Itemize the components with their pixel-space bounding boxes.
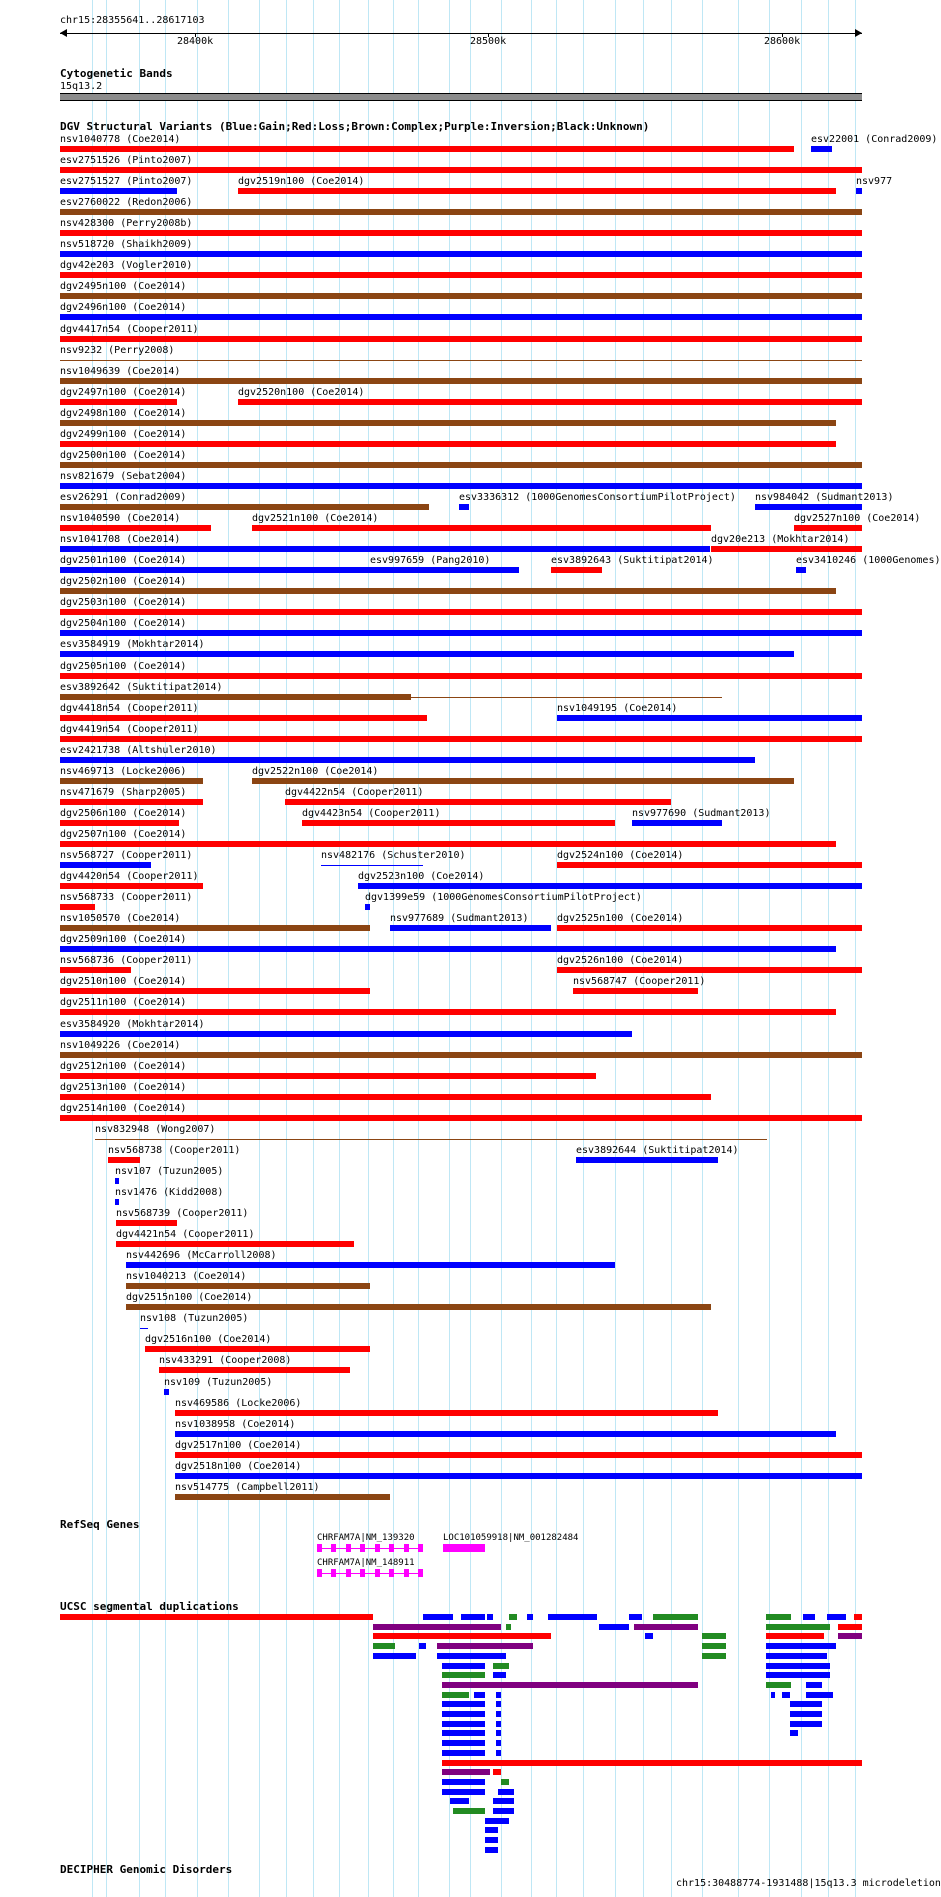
variant-label[interactable]: nsv469713 (Locke2006) [60,765,187,777]
variant-label[interactable]: esv3410246 (1000Genomes) [796,555,941,567]
variant-label[interactable]: nsv568739 (Cooper2011) [116,1208,249,1220]
variant-bar[interactable] [551,567,602,573]
variant-bar[interactable] [370,567,519,573]
variant-label[interactable]: nsv107 (Tuzun2005) [115,1165,224,1177]
segdup-block[interactable] [442,1730,485,1736]
segdup-block[interactable] [373,1633,551,1639]
variant-bar[interactable] [60,1052,862,1058]
variant-label[interactable]: nsv568738 (Cooper2011) [108,1144,241,1156]
variant-label[interactable]: dgv2503n100 (Coe2014) [60,597,187,609]
variant-label[interactable]: esv26291 (Conrad2009) [60,492,187,504]
gene-label[interactable]: LOC101059918|NM_001282484 [443,1533,579,1543]
segdup-block[interactable] [782,1692,790,1698]
variant-bar[interactable] [60,483,862,489]
variant-bar[interactable] [60,567,370,573]
variant-label[interactable]: esv3892643 (Suktitipat2014) [551,555,714,567]
segdup-block[interactable] [806,1682,822,1688]
variant-bar[interactable] [252,525,711,531]
variant-label[interactable]: dgv2525n100 (Coe2014) [557,913,684,925]
variant-bar[interactable] [60,1073,596,1079]
segdup-block[interactable] [485,1827,498,1833]
segdup-block[interactable] [803,1614,815,1620]
variant-bar[interactable] [60,651,794,657]
variant-label[interactable]: nsv1040778 (Coe2014) [60,134,181,145]
ruler-tick-label: 28500k [470,36,507,47]
variant-label[interactable]: nsv1049226 (Coe2014) [60,1039,181,1051]
variant-label[interactable]: dgv2524n100 (Coe2014) [557,850,684,862]
segdup-block[interactable] [493,1798,514,1804]
variant-label[interactable]: nsv1476 (Kidd2008) [115,1187,224,1198]
variant-bar[interactable] [60,230,862,236]
variant-bar[interactable] [115,1199,119,1205]
exon-block[interactable] [317,1544,322,1552]
segdup-block[interactable] [423,1614,453,1620]
variant-bar[interactable] [60,946,836,952]
variant-bar[interactable] [302,820,615,826]
variant-bar[interactable] [60,251,862,257]
variant-bar[interactable] [573,988,698,994]
variant-label[interactable]: dgv2514n100 (Coe2014) [60,1102,187,1114]
variant-label[interactable]: dgv2496n100 (Coe2014) [60,302,187,314]
exon-block[interactable] [418,1544,423,1552]
segdup-block[interactable] [506,1624,511,1630]
segdup-block[interactable] [766,1653,827,1659]
variant-label[interactable]: dgv2516n100 (Coe2014) [145,1334,272,1346]
variant-label[interactable]: dgv2510n100 (Coe2014) [60,976,187,988]
segdup-block[interactable] [493,1769,501,1775]
variant-label[interactable]: dgv2498n100 (Coe2014) [60,407,187,419]
segdup-block[interactable] [487,1614,493,1620]
variant-bar[interactable] [60,1094,711,1100]
segdup-block[interactable] [702,1633,726,1639]
variant-label[interactable]: nsv469586 (Locke2006) [175,1397,302,1409]
variant-label[interactable]: dgv4423n54 (Cooper2011) [302,807,441,819]
segdup-block[interactable] [766,1682,791,1688]
decipher-feature-label[interactable]: chr15:30488774-1931488|15q13.3 microdeletion [676,1878,941,1889]
variant-label[interactable]: dgv2511n100 (Coe2014) [60,997,187,1009]
variant-bar[interactable] [60,988,370,994]
variant-bar[interactable] [60,1009,836,1015]
refseq-track-title[interactable]: RefSeq Genes [60,1518,140,1531]
segdup-block[interactable] [766,1633,824,1639]
variant-bar[interactable] [60,736,862,742]
exon-block[interactable] [389,1569,394,1577]
segdup-block[interactable] [442,1769,490,1775]
variant-label[interactable]: nsv568747 (Cooper2011) [573,976,706,988]
variant-label[interactable]: dgv2513n100 (Coe2014) [60,1081,187,1093]
variant-label[interactable]: dgv1399e59 (1000GenomesConsortiumPilotProject) [365,892,642,904]
cytoband-track-title[interactable]: Cytogenetic Bands [60,67,173,80]
segdup-block[interactable] [419,1643,426,1649]
variant-label[interactable]: dgv2519n100 (Coe2014) [238,176,365,188]
variant-label[interactable]: esv3892644 (Suktitipat2014) [576,1144,739,1156]
segdup-block[interactable] [790,1730,798,1736]
segdup-block[interactable] [373,1653,416,1659]
ruler-tick-label: 28400k [177,36,214,47]
segdup-block[interactable] [493,1808,514,1814]
variant-bar[interactable] [60,209,862,215]
variant-label[interactable]: dgv2505n100 (Coe2014) [60,660,187,672]
segdup-block[interactable] [629,1614,642,1620]
segdup-block[interactable] [702,1653,726,1659]
variant-label[interactable]: dgv2500n100 (Coe2014) [60,449,187,461]
variant-bar[interactable] [365,904,370,910]
variant-bar[interactable] [164,1389,169,1395]
variant-bar[interactable] [115,1178,119,1184]
segdup-block[interactable] [548,1614,597,1620]
variant-bar[interactable] [60,146,794,152]
variant-bar[interactable] [60,883,203,889]
segdup-block[interactable] [496,1750,501,1756]
variant-bar[interactable] [175,1494,390,1500]
cytoband-bar[interactable] [60,93,862,101]
variant-label[interactable]: dgv4420n54 (Cooper2011) [60,871,199,883]
variant-bar[interactable] [60,399,177,405]
variant-bar[interactable] [140,1328,148,1329]
variant-bar[interactable] [60,272,862,278]
variant-label[interactable]: nsv977 [856,176,893,188]
grid-line [855,0,856,1897]
variant-label[interactable]: dgv2509n100 (Coe2014) [60,934,187,946]
segdup-block[interactable] [442,1750,485,1756]
variant-label[interactable]: dgv2499n100 (Coe2014) [60,428,187,440]
variant-label[interactable]: esv3336312 (1000GenomesConsortiumPilotProject) [459,492,736,504]
variant-label[interactable]: dgv2502n100 (Coe2014) [60,576,187,588]
segdup-block[interactable] [496,1740,501,1746]
variant-bar[interactable] [60,778,203,784]
ruler-right-arrow [855,29,862,37]
variant-label[interactable]: nsv568733 (Cooper2011) [60,892,193,904]
variant-bar[interactable] [60,336,862,342]
variant-bar[interactable] [60,360,862,361]
variant-bar[interactable] [60,378,862,384]
variant-bar[interactable] [60,462,862,468]
segdup-block[interactable] [442,1760,862,1766]
segdup-block[interactable] [766,1643,836,1649]
variant-label[interactable]: esv2751527 (Pinto2007) [60,176,193,188]
variant-label[interactable]: dgv4417n54 (Cooper2011) [60,323,199,335]
segdup-block[interactable] [493,1672,506,1678]
variant-label[interactable]: nsv9232 (Perry2008) [60,344,175,356]
variant-bar[interactable] [60,609,862,615]
variant-bar[interactable] [796,567,806,573]
segdup-block[interactable] [437,1643,533,1649]
variant-label[interactable]: esv2421738 (Altshuler2010) [60,744,217,756]
ruler-left-arrow [60,29,67,37]
variant-label[interactable]: dgv4418n54 (Cooper2011) [60,702,199,714]
segdup-block[interactable] [496,1711,501,1717]
segdup-block[interactable] [493,1663,509,1669]
variant-bar[interactable] [175,1410,718,1416]
segdup-block[interactable] [437,1653,506,1659]
variant-bar[interactable] [175,1431,836,1437]
variant-bar[interactable] [238,188,836,194]
variant-bar[interactable] [60,441,836,447]
variant-label[interactable]: esv2760022 (Redon2006) [60,197,193,209]
exon-block[interactable] [418,1569,423,1577]
variant-bar[interactable] [557,715,862,721]
variant-label[interactable]: dgv2517n100 (Coe2014) [175,1439,302,1451]
exon-block[interactable] [375,1544,380,1552]
cytoband-label: 15q13.2 [60,81,103,92]
variant-bar[interactable] [60,420,836,426]
variant-label[interactable]: nsv428300 (Perry2008b) [60,218,193,230]
variant-bar[interactable] [321,865,423,866]
segdup-block[interactable] [60,1614,373,1620]
variant-bar[interactable] [60,694,411,700]
variant-label[interactable]: dgv2495n100 (Coe2014) [60,281,187,293]
segdup-block[interactable] [485,1847,498,1853]
segdup-block[interactable] [790,1711,822,1717]
segdup-track-title[interactable]: UCSC segmental duplications [60,1600,239,1613]
variant-bar[interactable] [358,883,862,889]
variant-label[interactable]: nsv442696 (McCarroll2008) [126,1250,277,1262]
segdup-block[interactable] [496,1721,501,1727]
variant-bar[interactable] [145,1346,370,1352]
variant-label[interactable]: dgv42e203 (Vogler2010) [60,260,193,272]
segdup-block[interactable] [838,1633,862,1639]
segdup-block[interactable] [766,1614,791,1620]
variant-bar[interactable] [95,1139,767,1140]
variant-label[interactable]: nsv1040590 (Coe2014) [60,513,181,525]
segdup-block[interactable] [461,1614,485,1620]
variant-label[interactable]: esv3584919 (Mokhtar2014) [60,639,205,651]
exon-block[interactable] [331,1544,336,1552]
variant-label[interactable]: dgv2506n100 (Coe2014) [60,807,187,819]
segdup-block[interactable] [766,1624,830,1630]
segdup-block[interactable] [496,1701,501,1707]
variant-label[interactable]: nsv984042 (Sudmant2013) [755,492,894,504]
variant-bar[interactable] [60,967,131,973]
exon-block[interactable] [360,1544,365,1552]
segdup-block[interactable] [501,1779,509,1785]
variant-bar[interactable] [711,546,862,552]
variant-label[interactable]: dgv4419n54 (Cooper2011) [60,723,199,735]
variant-label[interactable]: esv22001 (Conrad2009) [811,134,938,145]
variant-label[interactable]: nsv1049639 (Coe2014) [60,365,181,377]
segdup-block[interactable] [373,1624,501,1630]
segdup-block[interactable] [509,1614,517,1620]
segdup-block[interactable] [498,1789,514,1795]
variant-label[interactable]: nsv1049195 (Coe2014) [557,702,678,714]
variant-label[interactable]: nsv1038958 (Coe2014) [175,1418,296,1430]
segdup-block[interactable] [442,1682,698,1688]
segdup-block[interactable] [453,1808,485,1814]
variant-bar[interactable] [60,167,862,173]
variant-label[interactable]: dgv2518n100 (Coe2014) [175,1460,302,1472]
variant-bar[interactable] [557,862,862,868]
segdup-block[interactable] [854,1614,862,1620]
variant-bar[interactable] [60,293,862,299]
variant-label[interactable]: dgv2520n100 (Coe2014) [238,386,365,398]
variant-bar[interactable] [60,588,836,594]
variant-label[interactable]: dgv4422n54 (Cooper2011) [285,786,424,798]
variant-bar[interactable] [60,525,211,531]
variant-label[interactable]: nsv109 (Tuzun2005) [164,1376,273,1388]
variant-label[interactable]: nsv1050570 (Coe2014) [60,913,181,925]
segdup-block[interactable] [442,1711,485,1717]
variant-bar[interactable] [126,1304,711,1310]
variant-bar[interactable] [60,546,710,552]
segdup-block[interactable] [442,1789,485,1795]
variant-label[interactable]: dgv2507n100 (Coe2014) [60,828,187,840]
variant-bar[interactable] [459,504,469,510]
variant-label[interactable]: dgv2523n100 (Coe2014) [358,871,485,883]
exon-block[interactable] [317,1569,322,1577]
segdup-block[interactable] [645,1633,653,1639]
variant-label[interactable]: dgv2521n100 (Coe2014) [252,513,379,525]
variant-label[interactable]: dgv2504n100 (Coe2014) [60,618,187,630]
exon-block[interactable] [346,1544,351,1552]
variant-bar[interactable] [252,778,794,784]
variant-bar[interactable] [285,799,671,805]
variant-bar[interactable] [116,1241,354,1247]
segdup-block[interactable] [790,1721,822,1727]
variant-bar[interactable] [632,820,722,826]
segdup-block[interactable] [599,1624,629,1630]
variant-bar[interactable] [557,967,862,973]
variant-bar[interactable] [60,1115,862,1121]
segdup-block[interactable] [634,1624,698,1630]
segdup-block[interactable] [442,1663,485,1669]
variant-bar[interactable] [811,146,832,152]
exon-block[interactable] [346,1569,351,1577]
variant-label[interactable]: nsv568727 (Cooper2011) [60,850,193,862]
variant-bar[interactable] [126,1262,615,1268]
segdup-block[interactable] [766,1672,830,1678]
decipher-track-title[interactable]: DECIPHER Genomic Disorders [60,1863,233,1876]
segdup-block[interactable] [806,1692,833,1698]
segdup-block[interactable] [442,1740,485,1746]
segdup-block[interactable] [442,1692,469,1698]
segdup-block[interactable] [442,1779,485,1785]
segdup-block[interactable] [496,1730,501,1736]
variant-label[interactable]: esv2751526 (Pinto2007) [60,155,193,167]
variant-label[interactable]: dgv2515n100 (Coe2014) [126,1292,253,1304]
variant-label[interactable]: nsv821679 (Sebat2004) [60,470,187,482]
variant-label[interactable]: nsv518720 (Shaikh2009) [60,239,193,251]
segdup-block[interactable] [450,1798,469,1804]
location-label: chr15:28355641..28617103 [60,15,205,26]
variant-bar[interactable] [60,715,427,721]
variant-bar[interactable] [60,504,429,510]
exon-block[interactable] [404,1544,409,1552]
exon-block[interactable] [443,1544,485,1552]
segdup-block[interactable] [485,1818,509,1824]
variant-bar[interactable] [108,1157,140,1163]
segdup-block[interactable] [442,1672,485,1678]
segdup-block[interactable] [485,1837,498,1843]
segdup-block[interactable] [827,1614,846,1620]
segdup-block[interactable] [442,1721,485,1727]
dgv-track-title[interactable]: DGV Structural Variants (Blue:Gain;Red:Loss;Brown:Complex;Purple:Inversion;Black:Unknown) [60,120,650,133]
variant-label[interactable]: nsv832948 (Wong2007) [95,1123,216,1135]
exon-block[interactable] [331,1569,336,1577]
variant-bar[interactable] [60,841,836,847]
segdup-block[interactable] [790,1701,822,1707]
variant-label[interactable]: nsv482176 (Schuster2010) [321,850,466,862]
gene-label[interactable]: CHRFAM7A|NM_148911 [317,1558,415,1568]
variant-bar[interactable] [126,1283,370,1289]
variant-label[interactable]: nsv433291 (Cooper2008) [159,1355,292,1367]
segdup-block[interactable] [702,1643,726,1649]
segdup-block[interactable] [653,1614,698,1620]
ruler-line [60,33,862,34]
variant-bar[interactable] [116,1220,177,1226]
segdup-block[interactable] [838,1624,862,1630]
variant-label[interactable]: esv3584920 (Mokhtar2014) [60,1018,205,1030]
variant-bar[interactable] [159,1367,350,1373]
segdup-block[interactable] [442,1701,485,1707]
variant-bar[interactable] [411,697,722,698]
variant-bar[interactable] [60,904,95,910]
variant-bar[interactable] [60,314,862,320]
variant-bar[interactable] [60,925,370,931]
exon-block[interactable] [404,1569,409,1577]
variant-bar[interactable] [60,673,862,679]
segdup-block[interactable] [766,1663,830,1669]
variant-label[interactable]: dgv2501n100 (Coe2014) [60,555,187,567]
variant-bar[interactable] [60,757,755,763]
variant-bar[interactable] [175,1452,862,1458]
variant-bar[interactable] [238,399,862,405]
variant-label[interactable]: dgv4421n54 (Cooper2011) [116,1229,255,1241]
variant-bar[interactable] [60,862,151,868]
variant-label[interactable]: dgv20e213 (Mokhtar2014) [711,534,850,546]
exon-block[interactable] [360,1569,365,1577]
variant-label[interactable]: nsv108 (Tuzun2005) [140,1313,249,1325]
segdup-block[interactable] [474,1692,485,1698]
variant-bar[interactable] [856,188,862,194]
variant-bar[interactable] [60,188,177,194]
variant-label[interactable]: nsv977689 (Sudmant2013) [390,913,529,925]
variant-bar[interactable] [576,1157,718,1163]
exon-block[interactable] [375,1569,380,1577]
gene-label[interactable]: CHRFAM7A|NM_139320 [317,1533,415,1543]
exon-block[interactable] [389,1544,394,1552]
variant-bar[interactable] [755,504,862,510]
variant-bar[interactable] [557,925,862,931]
ruler-tick-label: 28600k [764,36,801,47]
variant-bar[interactable] [60,820,179,826]
variant-label[interactable]: dgv2526n100 (Coe2014) [557,955,684,967]
segdup-block[interactable] [527,1614,533,1620]
variant-bar[interactable] [60,630,862,636]
segdup-block[interactable] [496,1692,501,1698]
segdup-block[interactable] [373,1643,395,1649]
variant-label[interactable]: dgv2527n100 (Coe2014) [794,513,921,525]
variant-label[interactable]: nsv1040213 (Coe2014) [126,1271,247,1283]
variant-label[interactable]: dgv2497n100 (Coe2014) [60,386,187,398]
variant-label[interactable]: nsv514775 (Campbell2011) [175,1481,320,1493]
segdup-block[interactable] [771,1692,775,1698]
variant-label[interactable]: dgv2522n100 (Coe2014) [252,765,379,777]
variant-label[interactable]: nsv1041708 (Coe2014) [60,534,181,546]
variant-bar[interactable] [390,925,551,931]
variant-label[interactable]: nsv977690 (Sudmant2013) [632,807,771,819]
variant-bar[interactable] [175,1473,862,1479]
variant-label[interactable]: esv3892642 (Suktitipat2014) [60,681,223,693]
variant-label[interactable]: esv997659 (Pang2010) [370,555,491,567]
variant-bar[interactable] [794,525,862,531]
variant-label[interactable]: nsv568736 (Cooper2011) [60,955,193,967]
variant-bar[interactable] [60,1031,632,1037]
variant-bar[interactable] [60,799,203,805]
variant-label[interactable]: dgv2512n100 (Coe2014) [60,1060,187,1072]
variant-label[interactable]: nsv471679 (Sharp2005) [60,786,187,798]
